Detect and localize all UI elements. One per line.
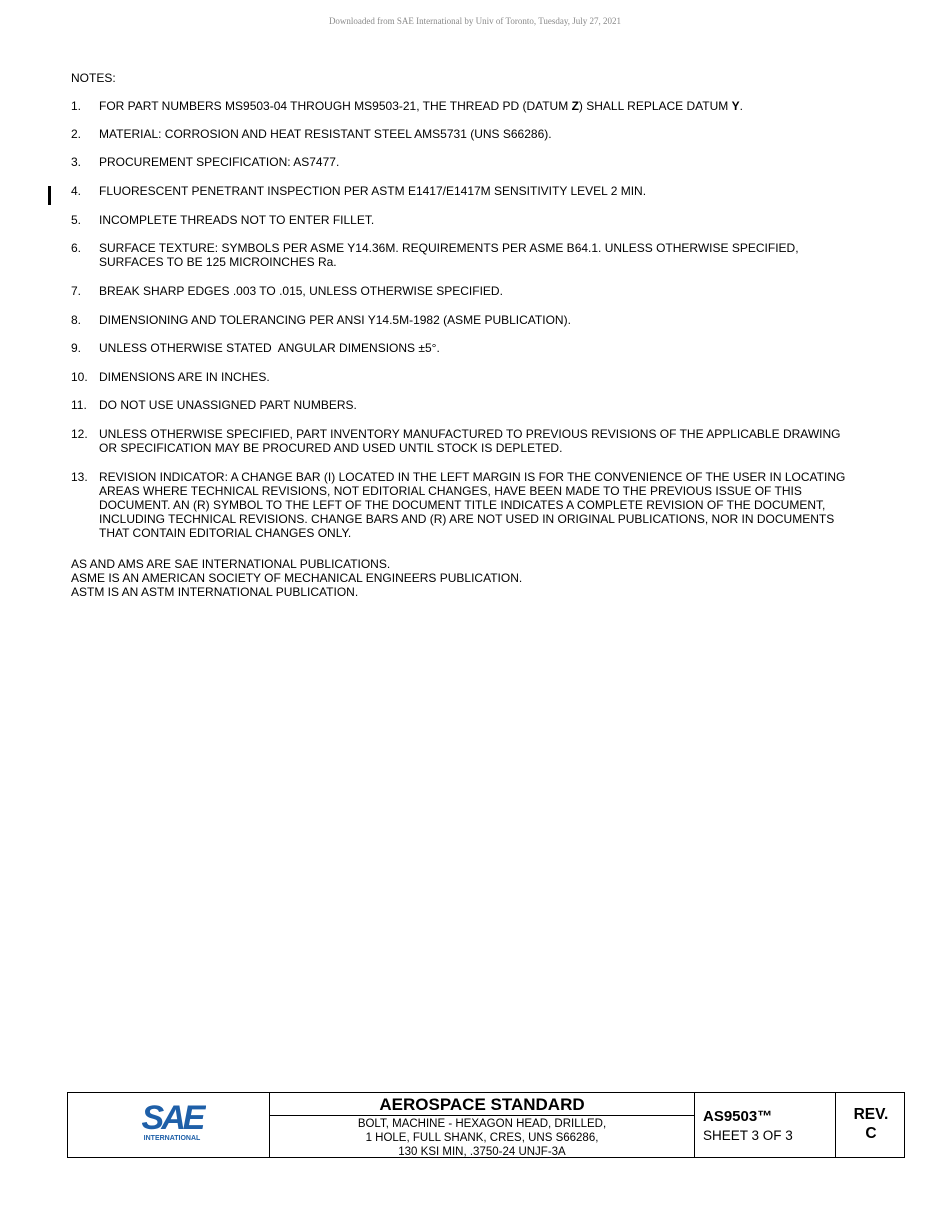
note-text: REVISION INDICATOR: A CHANGE BAR (I) LOCATED IN THE LEFT MARGIN IS FOR THE CONVENIENCE OF THE USER IN LOCATING AREAS WHERE TECHNICAL REVISIONS, NOT EDITORIAL CHANGES, HAVE BEEN MADE TO THE PREVIOUS ISSUE OF THIS DOCUMENT. AN (R) SYMBOL TO THE LEFT OF THE DOCUMENT TITLE INDICATES A COMPLETE REVISION OF THE DOCUMENT, INCLUDING TECHNICAL REVISIONS. CHANGE BARS AND (R) ARE NOT USED IN ORIGINAL PUBLICATIONS, NOR IN DOCUMENTS THAT CONTAIN EDITORIAL CHANGES ONLY. — [99, 470, 846, 540]
note-number: 2. — [71, 127, 82, 141]
note-number: 7. — [71, 284, 82, 298]
publication-notes — [71, 557, 522, 599]
note-text: SURFACE TEXTURE: SYMBOLS PER ASME Y14.36M. REQUIREMENTS PER ASME B64.1. UNLESS OTHERWISE SPECIFIED, SURFACES TO BE 125 MICROINCHES Ra. — [99, 241, 799, 269]
revision — [836, 1093, 906, 1143]
revision-change-bar — [48, 186, 51, 205]
note-number: 5. — [71, 213, 82, 227]
note-text: UNLESS OTHERWISE STATED ANGULAR DIMENSIONS ±5°. — [99, 341, 440, 355]
note-text: MATERIAL: CORROSION AND HEAT RESISTANT STEEL AMS5731 (UNS S66286). — [99, 127, 552, 141]
note-8 — [71, 313, 891, 327]
note-number: 12. — [71, 427, 88, 441]
note-text: DO NOT USE UNASSIGNED PART NUMBERS. — [99, 398, 357, 412]
logo-cell — [68, 1093, 270, 1157]
note-number: 6. — [71, 241, 82, 255]
note-number: 4. — [71, 184, 82, 198]
publication-line: AS AND AMS ARE SAE INTERNATIONAL PUBLICATIONS. — [71, 557, 391, 571]
publication-line: ASME IS AN AMERICAN SOCIETY OF MECHANICAL ENGINEERS PUBLICATION. — [71, 571, 523, 585]
note-text: DIMENSIONING AND TOLERANCING PER ANSI Y14.5M-1982 (ASME PUBLICATION). — [99, 313, 571, 327]
note-12 — [71, 427, 891, 455]
note-6 — [71, 241, 891, 269]
note-11 — [71, 398, 891, 412]
revision-cell — [836, 1093, 906, 1157]
note-5 — [71, 213, 891, 227]
note-3 — [71, 155, 891, 169]
note-number: 3. — [71, 155, 82, 169]
document-cell — [695, 1093, 836, 1157]
note-number: 13. — [71, 470, 88, 484]
revision-value: C — [865, 1125, 877, 1142]
logo-mark: SAE — [141, 1100, 203, 1137]
note-text: UNLESS OTHERWISE SPECIFIED, PART INVENTORY MANUFACTURED TO PREVIOUS REVISIONS OF THE APPLICABLE DRAWING OR SPECIFICATION MAY BE PROCURED AND USED UNTIL STOCK IS DEPLETED. — [99, 427, 841, 455]
note-13 — [71, 470, 891, 540]
note-9 — [71, 341, 891, 355]
note-number: 8. — [71, 313, 82, 327]
note-number: 10. — [71, 370, 88, 384]
note-7 — [71, 284, 891, 298]
notes-heading: NOTES: — [71, 71, 116, 85]
standard-title: AEROSPACE STANDARD — [270, 1093, 694, 1116]
note-text: FLUORESCENT PENETRANT INSPECTION PER ASTM E1417/E1417M SENSITIVITY LEVEL 2 MIN. — [99, 184, 647, 198]
note-2 — [71, 127, 891, 141]
note-10 — [71, 370, 891, 384]
publication-line: ASTM IS AN ASTM INTERNATIONAL PUBLICATION. — [71, 585, 359, 599]
title-cell — [270, 1093, 695, 1157]
note-4 — [71, 184, 891, 198]
note-number: 1. — [71, 99, 82, 113]
note-1 — [71, 99, 891, 113]
note-number: 11. — [71, 398, 87, 412]
sheet-number: SHEET 3 OF 3 — [703, 1128, 793, 1143]
part-description: BOLT, MACHINE - HEXAGON HEAD, DRILLED, 1 HOLE, FULL SHANK, CRES, UNS S66286, 130 KSI MIN, .3750-24 UNJF-3A — [357, 1118, 607, 1158]
download-watermark: Downloaded from SAE International by Univ of Toronto, Tuesday, July 27, 2021 — [328, 16, 622, 26]
logo-subtext: INTERNATIONAL — [143, 1135, 201, 1142]
title-block — [67, 1092, 905, 1158]
note-number: 9. — [71, 341, 82, 355]
note-text: FOR PART NUMBERS MS9503-04 THROUGH MS9503-21, THE THREAD PD (DATUM Z) SHALL REPLACE DATUM Y. — [99, 99, 743, 113]
note-text: INCOMPLETE THREADS NOT TO ENTER FILLET. — [99, 213, 375, 227]
sae-logo — [138, 1100, 206, 1142]
note-text: PROCUREMENT SPECIFICATION: AS7477. — [99, 155, 340, 169]
note-text: BREAK SHARP EDGES .003 TO .015, UNLESS OTHERWISE SPECIFIED. — [99, 284, 503, 298]
note-text: DIMENSIONS ARE IN INCHES. — [99, 370, 270, 384]
revision-label: REV. — [853, 1106, 889, 1123]
document-number: AS9503™ — [703, 1108, 773, 1125]
